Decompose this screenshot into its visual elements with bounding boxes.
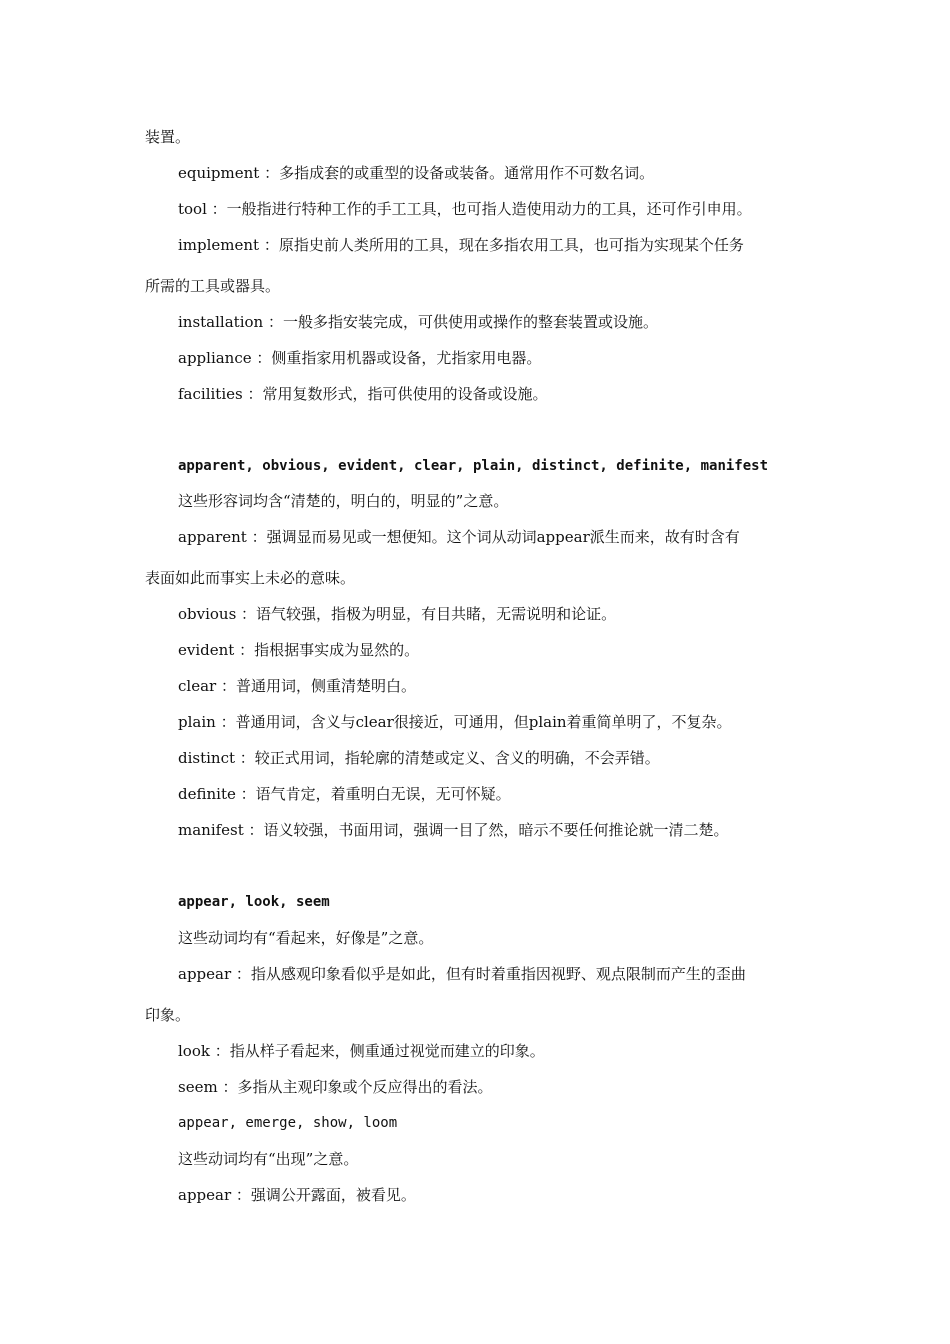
text-line: facilities ：常用复数形式，指可供使用的设备或设施。 — [178, 385, 548, 403]
text-line: implement ：原指史前人类所用的工具，现在多指农用工具，也可指为实现某个任务 — [178, 236, 744, 254]
text-line: 装置。 — [145, 128, 191, 146]
text-line: obvious ：语气较强，指极为明显，有目共睹，无需说明和论证。 — [178, 605, 617, 623]
text-line: appear ：强调公开露面，被看见。 — [178, 1186, 416, 1204]
text-line: seem ：多指从主观印象或个反应得出的看法。 — [178, 1078, 493, 1096]
text-line: 表面如此而事实上未必的意味。 — [145, 569, 356, 587]
text-line: 所需的工具或器具。 — [145, 277, 281, 295]
text-line: installation ：一般多指安装完成，可供使用或操作的整套装置或设施。 — [178, 313, 658, 331]
text-line: 这些动词均有“出现”之意。 — [178, 1150, 359, 1168]
text-line: appear, emerge, show, loom — [178, 1115, 398, 1131]
text-line: distinct ：较正式用词，指轮廓的清楚或定义、含义的明确，不会弄错。 — [178, 749, 660, 767]
text-line: appliance ：侧重指家用机器或设备，尤指家用电器。 — [178, 349, 542, 367]
text-line: definite ：语气肯定，着重明白无误，无可怀疑。 — [178, 785, 511, 803]
text-line: appear ：指从感观印象看似乎是如此，但有时着重指因视野、观点限制而产生的歪曲 — [178, 965, 746, 983]
section-heading: apparent, obvious, evident, clear, plain, distinct, definite, manifest — [178, 458, 769, 474]
text-line: equipment ：多指成套的或重型的设备或装备。通常用作不可数名词。 — [178, 164, 655, 182]
text-line: apparent ：强调显而易见或一想便知。这个词从动词appear派生而来，故有时含有 — [178, 528, 740, 546]
text-line: manifest ：语义较强，书面用词，强调一目了然，暗示不要任何推论就一清二楚。 — [178, 821, 729, 839]
text-line: clear ：普通用词，侧重清楚明白。 — [178, 677, 416, 695]
text-line: plain ：普通用词，含义与clear很接近，可通用，但plain着重简单明了，不复杂。 — [178, 713, 732, 731]
text-line: 印象。 — [145, 1006, 191, 1024]
text-line: look ：指从样子看起来，侧重通过视觉而建立的印象。 — [178, 1042, 545, 1060]
text-line: 这些动词均有“看起来，好像是”之意。 — [178, 929, 434, 947]
text-line: tool ：一般指进行特种工作的手工工具，也可指人造使用动力的工具，还可作引申用。 — [178, 200, 752, 218]
section-heading: appear, look, seem — [178, 894, 330, 910]
text-line: 这些形容词均含“清楚的，明白的，明显的”之意。 — [178, 492, 509, 510]
text-line: evident ：指根据事实成为显然的。 — [178, 641, 420, 659]
